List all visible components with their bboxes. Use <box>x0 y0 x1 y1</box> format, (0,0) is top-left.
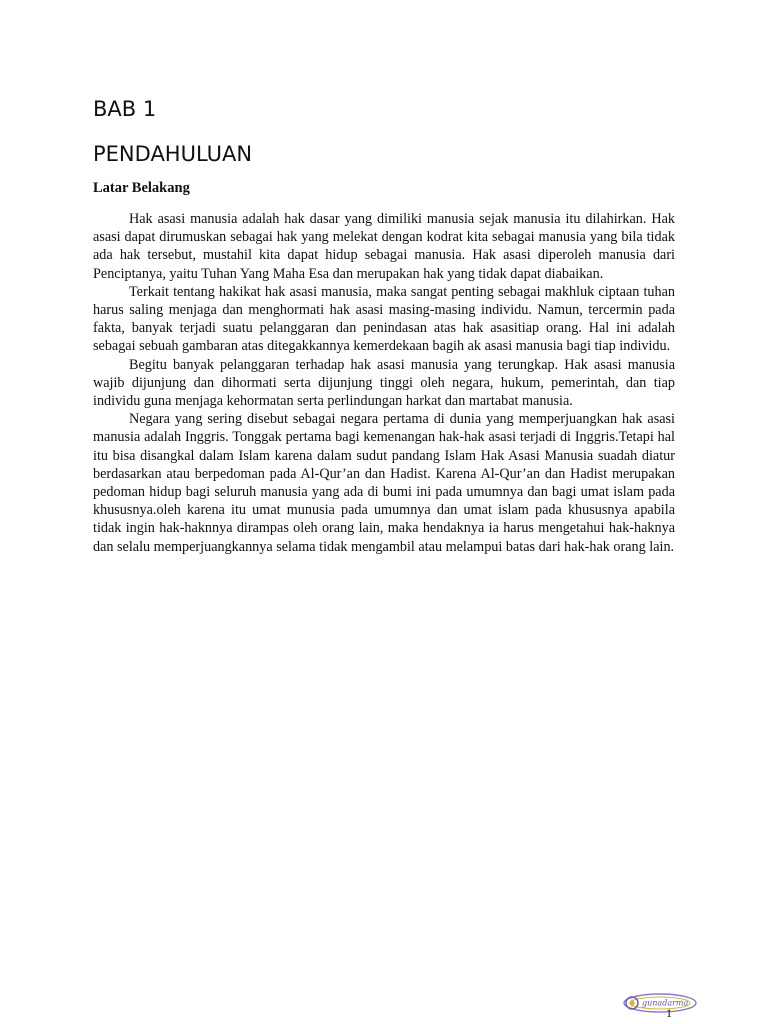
section-title: Latar Belakang <box>93 180 190 196</box>
university-logo-icon <box>620 990 700 1016</box>
svg-text:gunadarma: gunadarma <box>642 998 689 1008</box>
paragraph-4: Negara yang sering disebut sebagai negara pertama di dunia yang memperjuangkan hak asasi manusia adalah Inggris. Tonggak pertama bagi kemenangan hak-hak asasi terjadi di Inggris.Tetapi hal itu bisa disangkal dalam Islam karena dalam sudut pandang Islam Hak Asasi Manusia suadah diatur berdasarkan atau berpedoman pada Al-Qur’an dan Hadist. Karena Al-Qur’an dan Hadist merupakan pedoman hidup bagi seluruh manusia yang ada di bumi ini pada umumnya dan bagi umat islam pada khususnya.oleh karena itu umat munusia pada umumnya dan umat islam pada khususnya apabila tidak ingin hak-haknnya dirampas oleh orang lain, maka hendaknya ia harus mengetahui hak-haknya dan selalu memperjuangkannya selama tidak mengambil atau melampui batas dari hak-hak orang lain. <box>93 411 675 555</box>
chapter-title: PENDAHULUAN <box>93 142 253 166</box>
paragraph-3: Begitu banyak pelanggaran terhadap hak asasi manusia yang terungkap. Hak asasi manusia wajib dijunjung dan dihormati serta dijunjung tinggi oleh negara, hukum, pemerintah, dan tiap individu guna menjaga kehormatan serta perlindungan harkat dan martabat manusia. <box>93 356 675 410</box>
body-text <box>93 210 675 556</box>
chapter-label: BAB 1 <box>93 97 157 121</box>
paragraph-2: Terkait tentang hakikat hak asasi manusia, maka sangat penting sebagai makhluk ciptaan tuhan harus saling menjaga dan menghormati hak asasi masing-masing individu. Namun, tercermin pada fakta, banyak terjadi suatu pelanggaran dan penindasan atas hak asasitiap orang. Hal ini adalah sebagai sebuah gambaran atas ditegakkannya kemerdekaan bagih ak asasi manusia bagi tiap individu. <box>93 283 675 355</box>
page-number: 1 <box>666 1006 672 1020</box>
paragraph-1: Hak asasi manusia adalah hak dasar yang dimiliki manusia sejak manusia itu dilahirkan. Hak asasi dapat dirumuskan sebagai hak yang melekat dengan kodrat kita sebagai manusia yang bila tidak ada hak tersebut, mustahil kita dapat hidup sebagai manusia. Hak asasi diperoleh manusia dari Penciptanya, yaitu Tuhan Yang Maha Esa dan merupakan hak yang tidak dapat diabaikan. <box>93 211 675 282</box>
